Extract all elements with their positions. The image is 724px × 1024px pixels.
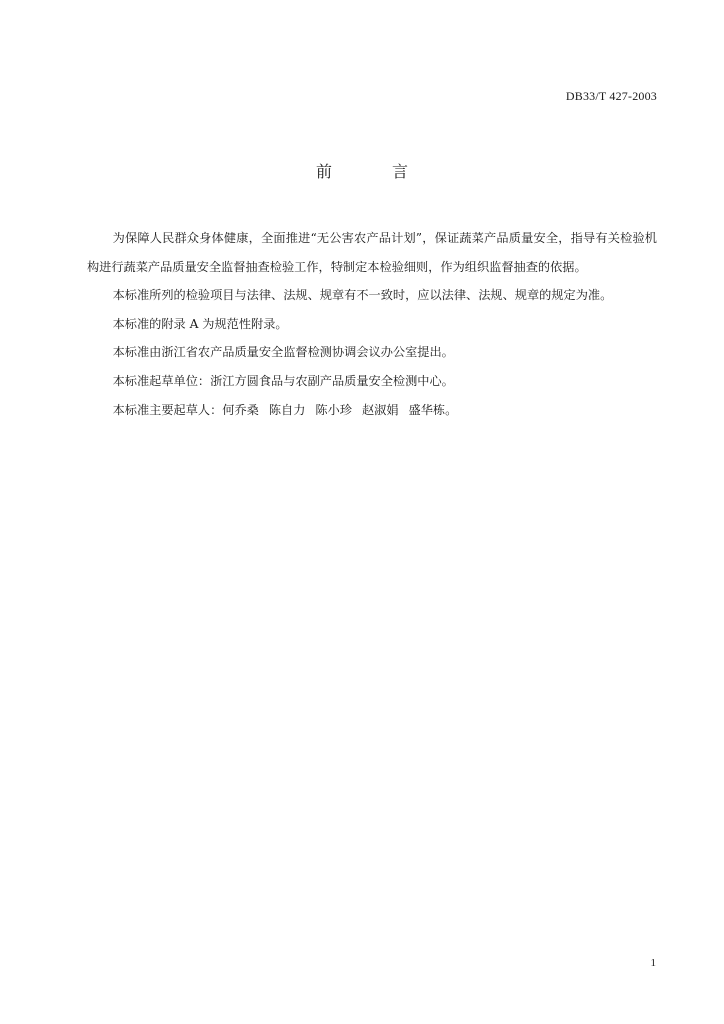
paragraph-appendix: 本标准的附录 A 为规范性附录。 [112, 316, 288, 331]
page-title [0, 159, 724, 182]
title-char-2: 言 [392, 162, 409, 181]
paragraph-purpose: 为保障人民群众身体健康，全面推进“无公害农产品计划”，保证蔬菜产品质量安全，指导有关检验机构进行蔬菜产品质量安全监督抽查检验工作，特制定本检验细则，作为组织监督抽查的依据。 [87, 231, 657, 274]
paragraph-drafting-unit: 本标准起草单位：浙江方圆食品与农副产品质量安全检测中心。 [112, 373, 454, 388]
drafters-label: 本标准主要起草人： [112, 402, 223, 417]
drafter-name: 盛华栋。 [408, 402, 458, 417]
paragraph-proposer: 本标准由浙江省农产品质量安全监督检测协调会议办公室提出。 [112, 345, 454, 360]
drafter-name: 何乔桑 [222, 402, 259, 417]
paragraph-legal-precedence: 本标准所列的检验项目与法律、法规、规章有不一致时，应以法律、法规、规章的规定为准。 [112, 288, 613, 303]
foreword-body [87, 224, 657, 424]
drafter-name: 陈小珍 [315, 402, 352, 417]
title-char-1: 前 [315, 162, 332, 181]
drafter-name: 陈自力 [268, 402, 306, 417]
drafter-name: 赵淑娟 [361, 402, 399, 417]
paragraph-drafters [87, 396, 657, 425]
page-number: 1 [650, 957, 656, 969]
standard-code: DB33/T 427-2003 [565, 89, 657, 103]
